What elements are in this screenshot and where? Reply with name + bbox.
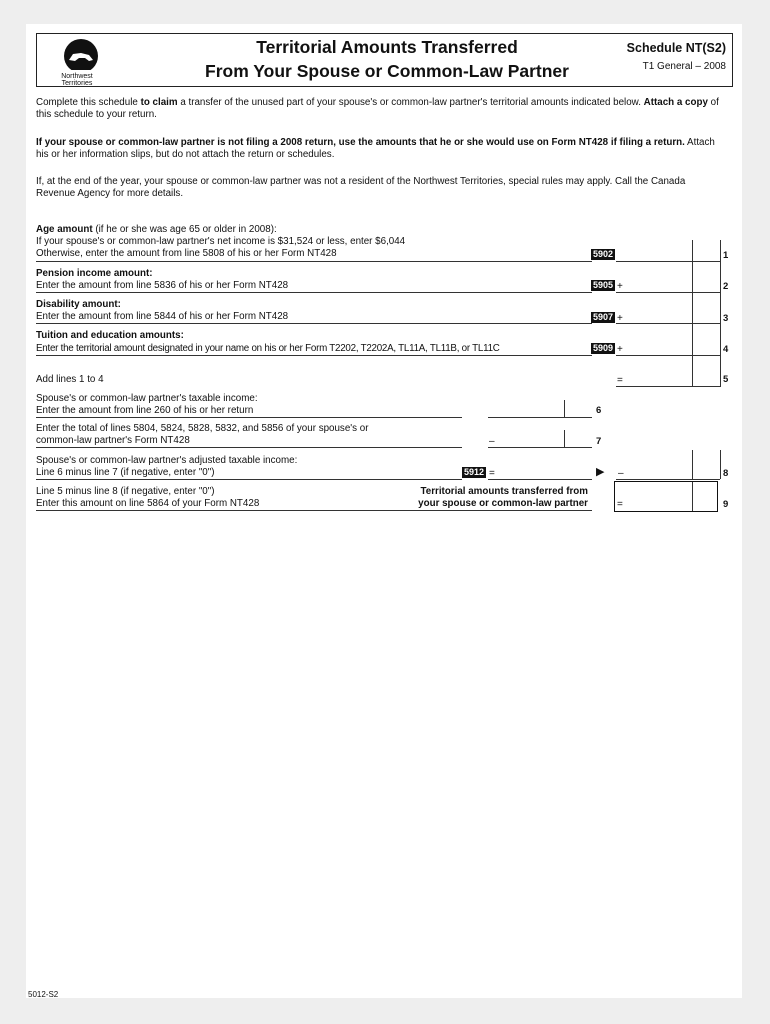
intro-paragraph-1 <box>36 97 726 120</box>
intro-p1-bold-a: to claim <box>140 97 178 108</box>
tuition-label: Tuition and education amounts <box>36 330 181 341</box>
disability-text: Enter the amount from line 5844 of his or her Form NT428 <box>36 311 289 322</box>
line-code-5902: 5902 <box>593 249 614 259</box>
line-number-3: 3 <box>723 313 729 324</box>
tuition-text: Enter the territorial amount designated in your name on his or her Form T2202, T2202A, TL11A, TL11B, or TL11C <box>36 343 500 354</box>
line1-text-rule <box>36 261 592 262</box>
line7-amount-field[interactable] <box>488 447 592 448</box>
line6-amount-field[interactable] <box>488 417 592 418</box>
line9-right-label1: Territorial amounts transferred from <box>420 486 588 497</box>
form-page <box>26 24 742 998</box>
line4-text-rule <box>36 355 592 356</box>
form-year: T1 General – 2008 <box>642 61 726 72</box>
line3-amount-field[interactable] <box>616 323 720 324</box>
line8-text2: Line 6 minus line 7 (if negative, enter "0") <box>36 467 215 478</box>
line-number-6: 6 <box>596 405 602 416</box>
disability-colon: : <box>117 299 121 310</box>
age-amount-text2: Otherwise, enter the amount from line 5808 of his or her Form NT428 <box>36 248 337 259</box>
amount-column-divider <box>692 240 693 387</box>
intro-p2-bold: If your spouse or common-law partner is not filing a 2008 return, use the amounts that he or she would use on Form NT428 if filing a return. <box>36 137 685 148</box>
equals-sign: = <box>617 375 623 386</box>
line3-text-rule <box>36 323 592 324</box>
minus-sign: – <box>489 436 495 447</box>
line8-right-edge <box>720 450 721 479</box>
logo-text-territories: Territories <box>61 80 93 87</box>
age-amount-heading <box>36 224 277 236</box>
line-code-5912: 5912 <box>464 467 485 477</box>
line7-text-rule <box>36 447 462 448</box>
line7-text1: Enter the total of lines 5804, 5824, 5828, 5832, and 5856 of your spouse's or <box>36 423 369 434</box>
line-number-9: 9 <box>723 499 729 510</box>
pension-heading <box>36 268 153 280</box>
line8-text1: Spouse's or common-law partner's adjusted taxable income: <box>36 455 298 466</box>
line-code-5905: 5905 <box>593 280 614 290</box>
line6-text2: Enter the amount from line 260 of his or her return <box>36 405 254 416</box>
line1-amount-field[interactable] <box>616 261 720 262</box>
line9-text2: Enter this amount on line 5864 of your Form NT428 <box>36 498 260 509</box>
equals-sign: = <box>617 499 623 510</box>
line9-text-rule <box>36 510 592 511</box>
line9-cents-divider <box>692 482 693 511</box>
line2-amount-field[interactable] <box>616 292 720 293</box>
line7-text2: common-law partner's Form NT428 <box>36 435 190 446</box>
line-number-1: 1 <box>723 250 729 261</box>
line9-amount-box[interactable] <box>614 481 718 512</box>
line-number-4: 4 <box>723 344 729 355</box>
line8-text-rule <box>36 479 462 480</box>
line8-amount-field[interactable] <box>616 479 720 480</box>
tuition-heading <box>36 330 184 342</box>
line-number-7: 7 <box>596 436 602 447</box>
age-amount-text1: If your spouse's or common-law partner's net income is $31,524 or less, enter $6,044 <box>36 236 406 247</box>
pension-text: Enter the amount from line 5836 of his or her Form NT428 <box>36 280 289 291</box>
tuition-colon: : <box>180 330 184 341</box>
arrow-right-icon: ▶ <box>596 466 605 478</box>
line6-text-rule <box>36 417 462 418</box>
intro-p2-text: Attach his or her information slips, but do not attach the return or schedules. <box>36 137 715 160</box>
intro-paragraph-3: If, at the end of the year, your spouse or common-law partner was not a resident of the Northwest Territories, special rules may apply. Call the Canada Revenue Agency for more details. <box>36 176 686 199</box>
plus-sign: + <box>617 281 623 292</box>
logo-text-northwest: Northwest <box>61 73 93 80</box>
line8-result-field[interactable] <box>488 479 592 480</box>
line-number-8: 8 <box>723 468 729 479</box>
add-lines-text: Add lines 1 to 4 <box>36 374 104 385</box>
nwt-polar-bear-logo <box>43 36 113 87</box>
line5-amount-field[interactable] <box>616 386 720 387</box>
line6-cents-divider <box>564 400 565 417</box>
pension-label: Pension income amount <box>36 268 150 279</box>
plus-sign: + <box>617 344 623 355</box>
line6-text1: Spouse's or common-law partner's taxable income: <box>36 393 258 404</box>
minus-sign: – <box>618 468 624 479</box>
line8-cents-divider <box>692 450 693 479</box>
line-code-5907: 5907 <box>593 312 614 322</box>
age-amount-label: Age amount <box>36 224 93 235</box>
form-header <box>36 33 733 87</box>
form-title-line1: Territorial Amounts Transferred <box>256 37 518 57</box>
line-number-2: 2 <box>723 281 729 292</box>
form-title-line2: From Your Spouse or Common-Law Partner <box>205 61 569 81</box>
amount-column-right-edge <box>720 240 721 387</box>
intro-p1-bold-b: Attach a copy <box>643 97 708 108</box>
intro-p1-text-c: of this schedule to your return. <box>36 97 719 120</box>
line9-right-label2: your spouse or common-law partner <box>418 498 588 509</box>
line4-amount-field[interactable] <box>616 355 720 356</box>
line7-cents-divider <box>564 430 565 447</box>
line9-text1: Line 5 minus line 8 (if negative, enter "0") <box>36 486 215 497</box>
equals-sign: = <box>489 468 495 479</box>
disability-heading <box>36 299 121 311</box>
age-amount-note: (if he or she was age 65 or older in 2008): <box>92 224 277 235</box>
disability-label: Disability amount <box>36 299 118 310</box>
pension-colon: : <box>149 268 153 279</box>
schedule-number: Schedule NT(S2) <box>626 41 726 55</box>
plus-sign: + <box>617 313 623 324</box>
intro-p1-text-b: a transfer of the unused part of your spouse's or common-law partner's territorial amounts indicated below. <box>177 97 644 108</box>
line-number-5: 5 <box>723 374 729 385</box>
form-number: 5012-S2 <box>28 990 59 999</box>
line-code-5909: 5909 <box>593 343 614 353</box>
intro-paragraph-2 <box>36 137 726 160</box>
line2-text-rule <box>36 292 592 293</box>
intro-p1-text-a: Complete this schedule <box>36 97 141 108</box>
